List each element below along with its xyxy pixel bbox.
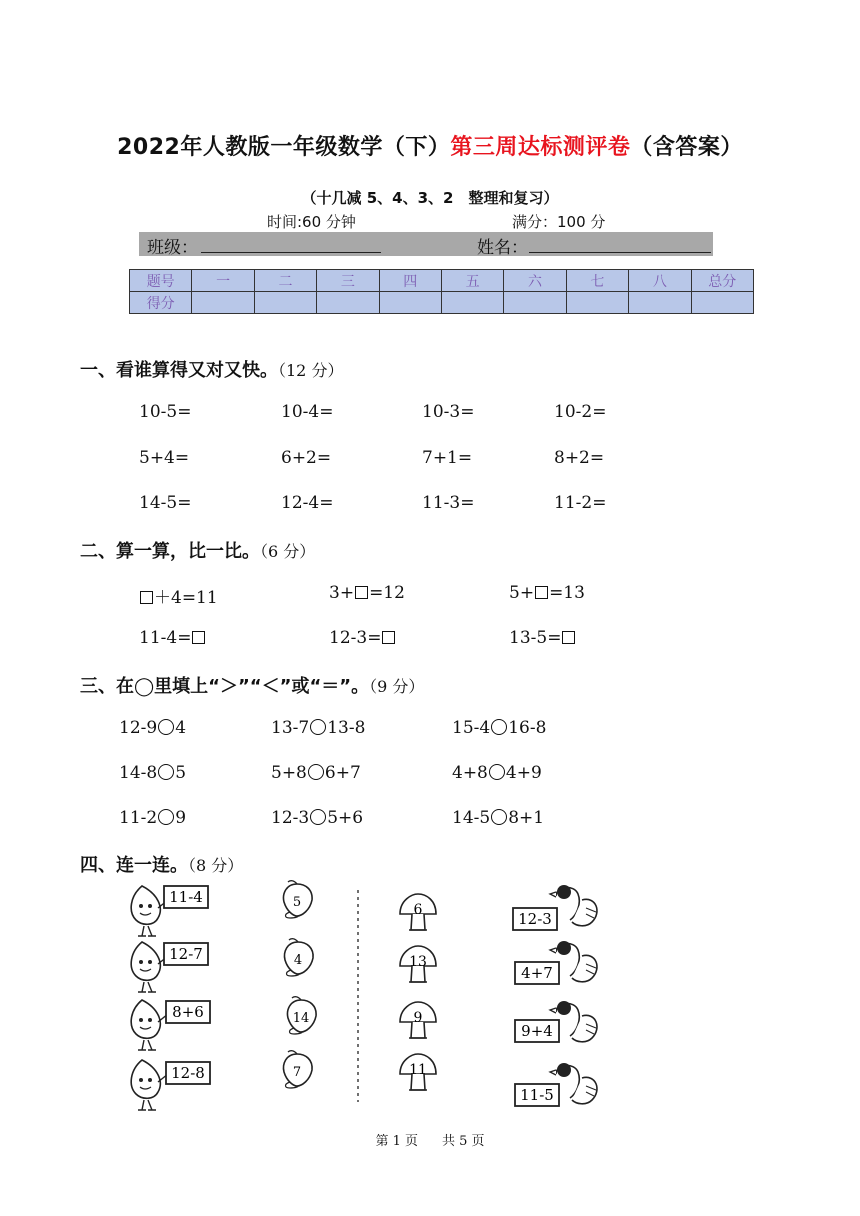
header-cell: 题号 — [130, 270, 192, 292]
q2-item: 12-3= — [329, 628, 396, 648]
section-1-heading: 一、看谁算得又对又快。（12 分） — [80, 360, 344, 381]
mushroom-number: 6 — [413, 902, 423, 918]
q3-item: 12-3 5+6 — [271, 808, 364, 828]
name-label: 姓名： — [477, 238, 528, 258]
section-2-heading: 二、算一算，比一比。（6 分） — [80, 541, 316, 562]
q3-item: 12-9 4 — [119, 718, 187, 738]
full-score-label: 满分：100 分 — [512, 213, 606, 231]
answer-box[interactable] — [535, 586, 548, 599]
right-card-label: 12-3 — [518, 910, 552, 928]
score-cell[interactable] — [317, 292, 379, 314]
q1-item: 11-3= — [422, 493, 475, 513]
compare-circle[interactable] — [308, 764, 324, 780]
q3-item: 15-4 16-8 — [452, 718, 547, 738]
q3-item: 4+8 4+9 — [452, 763, 542, 783]
page-number: 第 1 页 — [375, 1134, 418, 1149]
compare-circle[interactable] — [491, 719, 507, 735]
right-card-label: 11-5 — [520, 1086, 554, 1104]
name-bar — [139, 232, 713, 256]
answer-box[interactable] — [355, 586, 368, 599]
q1-item: 10-4= — [281, 402, 334, 422]
header-cell: 总分 — [691, 270, 753, 292]
title-part2: 第三周达标测评卷 — [450, 135, 631, 160]
score-cell[interactable] — [629, 292, 691, 314]
answer-box[interactable] — [140, 591, 153, 604]
time-label: 时间:60 分钟 — [267, 213, 356, 231]
q1-item: 11-2= — [554, 493, 607, 513]
row-label: 得分 — [130, 292, 192, 314]
header-cell: 八 — [629, 270, 691, 292]
section-4-heading: 四、连一连。（8 分） — [80, 855, 244, 876]
q2-item: ＋4=11 — [139, 583, 218, 608]
mushroom-group — [400, 894, 436, 1090]
name-field[interactable] — [529, 252, 711, 253]
header-cell: 四 — [379, 270, 441, 292]
compare-circle[interactable] — [158, 719, 174, 735]
q1-item: 14-5= — [139, 493, 192, 513]
q1-item: 6+2= — [281, 448, 332, 468]
page-total: 共 5 页 — [442, 1134, 485, 1149]
mushroom-number: 13 — [409, 954, 427, 970]
score-value-row — [130, 292, 754, 314]
compare-circle[interactable] — [310, 809, 326, 825]
q1-item: 8+2= — [554, 448, 605, 468]
q3-item: 11-2 9 — [119, 808, 187, 828]
header-cell: 五 — [441, 270, 503, 292]
q1-item: 10-5= — [139, 402, 192, 422]
q1-item: 10-3= — [422, 402, 475, 422]
class-field[interactable] — [201, 252, 381, 253]
right-card-label: 4+7 — [521, 964, 553, 982]
peach-number: 5 — [292, 895, 302, 910]
class-label: 班级： — [147, 238, 198, 258]
compare-circle[interactable] — [158, 809, 174, 825]
score-header-row — [130, 270, 754, 292]
q1-item: 7+1= — [422, 448, 473, 468]
peach-number: 14 — [292, 1011, 310, 1026]
answer-box[interactable] — [382, 631, 395, 644]
peach-number: 4 — [293, 953, 303, 968]
peach-group — [284, 881, 317, 1088]
header-cell: 三 — [317, 270, 379, 292]
q3-item: 5+8 6+7 — [271, 763, 361, 783]
compare-circle[interactable] — [491, 809, 507, 825]
answer-box[interactable] — [562, 631, 575, 644]
right-card-group — [513, 885, 597, 1106]
score-cell[interactable] — [192, 292, 254, 314]
page-footer — [0, 1130, 860, 1149]
mushroom-number: 9 — [413, 1010, 423, 1026]
score-table — [129, 269, 754, 314]
answer-box[interactable] — [192, 631, 205, 644]
score-cell[interactable] — [504, 292, 566, 314]
header-cell: 二 — [254, 270, 316, 292]
header-cell: 七 — [566, 270, 628, 292]
q1-item: 5+4= — [139, 448, 190, 468]
peach-number: 7 — [292, 1065, 302, 1080]
q2-item: 3+ =12 — [329, 583, 405, 603]
q3-item: 14-5 8+1 — [452, 808, 545, 828]
title-part1: 2022年人教版一年级数学（下） — [117, 135, 451, 160]
score-cell[interactable] — [441, 292, 503, 314]
section-3-heading: 三、在◯里填上“＞”“＜”或“＝”。（9 分） — [80, 676, 425, 697]
q2-item: 11-4= — [139, 628, 206, 648]
compare-circle[interactable] — [158, 764, 174, 780]
q2-item: 5+ =13 — [509, 583, 585, 603]
left-card-label: 12-7 — [169, 945, 203, 963]
matching-figure — [120, 876, 620, 1116]
q3-item: 14-8 5 — [119, 763, 187, 783]
mushroom-number: 11 — [409, 1062, 427, 1078]
title-part3: （含答案） — [630, 135, 743, 160]
q1-item: 10-2= — [554, 402, 607, 422]
q1-item: 12-4= — [281, 493, 334, 513]
subtitle: （十几减 5、4、3、2 整理和复习） — [301, 189, 559, 207]
page-title — [0, 130, 860, 161]
left-card-label: 8+6 — [172, 1003, 204, 1021]
compare-circle[interactable] — [489, 764, 505, 780]
right-card-label: 9+4 — [521, 1022, 553, 1040]
compare-circle[interactable] — [310, 719, 326, 735]
q3-item: 13-7 13-8 — [271, 718, 366, 738]
q2-item: 13-5= — [509, 628, 576, 648]
left-card-label: 12-8 — [171, 1064, 205, 1082]
score-cell[interactable] — [691, 292, 753, 314]
header-cell: 六 — [504, 270, 566, 292]
score-cell[interactable] — [254, 292, 316, 314]
left-card-group — [131, 886, 210, 1110]
left-card-label: 11-4 — [169, 888, 203, 906]
score-cell[interactable] — [566, 292, 628, 314]
header-cell: 一 — [192, 270, 254, 292]
score-cell[interactable] — [379, 292, 441, 314]
